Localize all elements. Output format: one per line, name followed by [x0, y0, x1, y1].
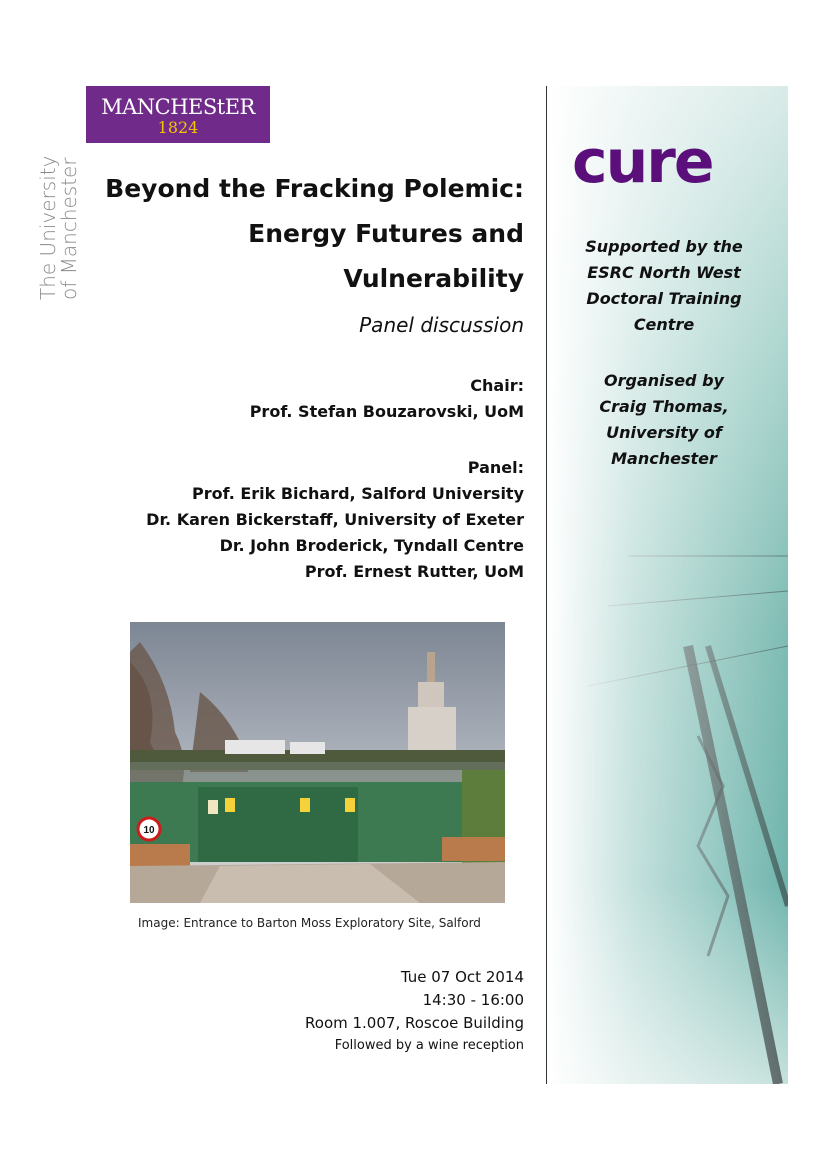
cure-logo-text: cure	[572, 134, 713, 190]
panel-heading: Panel:	[467, 458, 524, 477]
chair-heading: Chair:	[470, 376, 524, 395]
organiser-statement	[560, 368, 768, 472]
organiser-line: University of	[606, 423, 722, 442]
organiser-line: Organised by	[604, 371, 724, 390]
event-title	[54, 166, 524, 301]
title-line: Vulnerability	[343, 264, 524, 293]
chair-block	[104, 373, 524, 425]
support-line: Doctoral Training	[586, 289, 742, 308]
event-date: Tue 07 Oct 2014	[400, 968, 524, 986]
column-divider	[546, 86, 547, 1084]
organiser-line: Craig Thomas,	[599, 397, 729, 416]
vertical-line-2: of Manchester	[57, 157, 81, 300]
vertical-line-1: The University	[36, 155, 60, 300]
panel-member: Prof. Ernest Rutter, UoM	[304, 562, 524, 581]
title-line: Beyond the Fracking Polemic:	[105, 174, 524, 203]
logo-wordmark: MANCHEStER	[101, 95, 255, 119]
fracking-site-image	[130, 622, 505, 903]
support-line: Supported by the	[585, 237, 743, 256]
support-statement	[560, 234, 768, 338]
site-photo	[130, 622, 505, 903]
chair-name: Prof. Stefan Bouzarovski, UoM	[249, 402, 524, 421]
event-subtitle: Panel discussion	[359, 313, 524, 337]
logo-year: 1824	[157, 118, 199, 137]
manchester-logo	[86, 86, 270, 143]
event-time: 14:30 - 16:00	[422, 991, 524, 1009]
organiser-line: Manchester	[611, 449, 717, 468]
title-line: Energy Futures and	[248, 219, 524, 248]
panel-block	[104, 455, 524, 585]
support-line: Centre	[633, 315, 695, 334]
panel-member: Prof. Erik Bichard, Salford University	[192, 484, 524, 503]
event-room: Room 1.007, Roscoe Building	[305, 1014, 524, 1032]
panel-member: Dr. John Broderick, Tyndall Centre	[219, 536, 524, 555]
panel-member: Dr. Karen Bickerstaff, University of Exeter	[146, 510, 524, 529]
event-note: Followed by a wine reception	[334, 1038, 524, 1053]
speed-sign-text: 10	[143, 825, 155, 836]
support-line: ESRC North West	[587, 263, 741, 282]
cure-logo	[572, 134, 748, 190]
schedule-block	[204, 966, 524, 1057]
photo-caption: Image: Entrance to Barton Moss Exploratory Site, Salford	[138, 916, 481, 930]
